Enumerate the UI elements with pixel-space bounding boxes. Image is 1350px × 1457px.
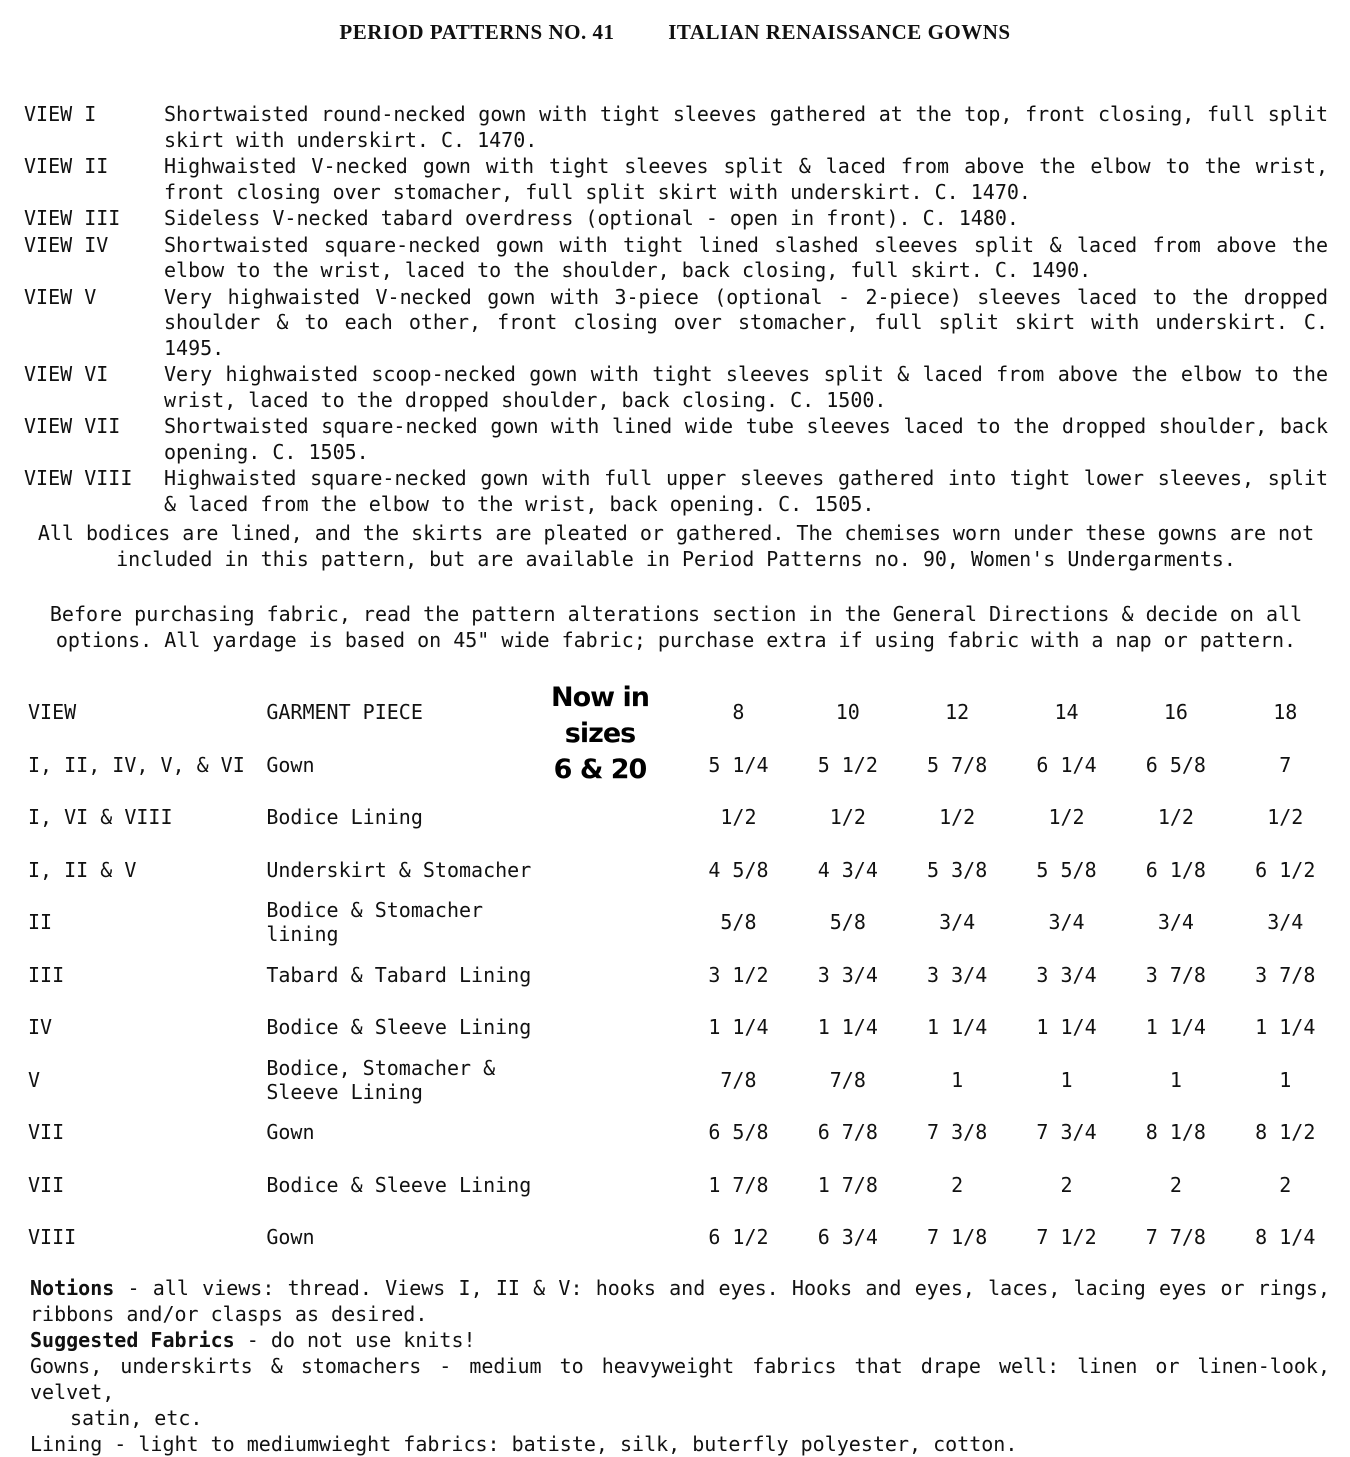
row-view: I, II & V: [28, 857, 137, 882]
row-garment-piece: Gown: [266, 752, 315, 777]
fabrics-label: Suggested Fabrics: [30, 1328, 235, 1352]
row-garment-piece: Bodice & Sleeve Lining: [266, 1015, 532, 1040]
row-view: II: [28, 910, 53, 935]
row-yardage: 1/2: [939, 805, 976, 830]
header-view: VIEW: [28, 700, 77, 725]
row-yardage: 7 1/2: [1036, 1225, 1097, 1250]
row-yardage: 2: [951, 1172, 964, 1197]
row-yardage: 2: [1279, 1172, 1292, 1197]
row-yardage: 8 1/8: [1145, 1120, 1206, 1145]
row-yardage: 7 7/8: [1145, 1225, 1206, 1250]
table-row: [20, 896, 1340, 949]
row-view: IV: [28, 1015, 53, 1040]
view-row: [24, 466, 1328, 517]
row-yardage: 1 1/4: [1255, 1015, 1316, 1040]
row-yardage: 4 5/8: [708, 857, 769, 882]
view-label: VIEW III: [24, 206, 121, 230]
view-description: Highwaisted V-necked gown with tight sleeves split & laced from above the elbow to the wrist, front closing over stomacher, full split skirt with underskirt. C. 1470.: [164, 154, 1328, 204]
row-yardage: 3 3/4: [927, 962, 988, 987]
badge-line: Now in: [551, 682, 649, 713]
table-row: [20, 949, 1340, 1002]
row-view: V: [28, 1067, 41, 1092]
row-yardage: 5 3/8: [927, 857, 988, 882]
row-yardage: 6 1/2: [708, 1225, 769, 1250]
row-garment-piece: Bodice & Stomacher lining: [266, 898, 484, 947]
fabrics-line: [30, 1327, 1330, 1353]
view-description: Shortwaisted round-necked gown with tight sleeves gathered at the top, front closing, full split skirt with underskirt. C. 1470.: [164, 102, 1328, 152]
view-row: [24, 206, 1328, 232]
row-garment-piece: Bodice, Stomacher & Sleeve Lining: [266, 1055, 496, 1104]
table-row: [20, 1106, 1340, 1159]
badge-spacer: [551, 1106, 684, 1159]
table-row: [20, 844, 1340, 897]
table-header-row: [20, 686, 1340, 739]
view-descriptions: [24, 102, 1328, 518]
badge-spacer: [551, 686, 684, 739]
view-row: [24, 154, 1328, 205]
view-label: VIEW II: [24, 154, 109, 178]
badge-spacer: [551, 844, 684, 897]
header-size: 18: [1273, 700, 1298, 725]
row-garment-piece: Gown: [266, 1225, 315, 1250]
row-yardage: 1/2: [829, 805, 866, 830]
row-yardage: 1 1/4: [1036, 1015, 1097, 1040]
row-yardage: 1 7/8: [817, 1172, 878, 1197]
row-yardage: 1 7/8: [708, 1172, 769, 1197]
row-view: III: [28, 962, 65, 987]
row-yardage: 5 1/2: [817, 752, 878, 777]
yardage-table: [20, 686, 1340, 1264]
row-garment-piece: Gown: [266, 1120, 315, 1145]
row-yardage: 8 1/4: [1255, 1225, 1316, 1250]
pattern-name: ITALIAN RENAISSANCE GOWNS: [668, 20, 1011, 44]
header-size: 12: [945, 700, 970, 725]
notions-label: Notions: [30, 1276, 115, 1300]
row-yardage: 8 1/2: [1255, 1120, 1316, 1145]
badge-spacer: [551, 896, 684, 949]
view-label: VIEW VI: [24, 362, 109, 386]
row-yardage: 3/4: [1267, 910, 1304, 935]
table-row: [20, 1054, 1340, 1107]
row-yardage: 5/8: [720, 910, 757, 935]
fabrics-text: - do not use knits!: [234, 1328, 476, 1352]
table-row: [20, 1211, 1340, 1264]
row-yardage: 6 5/8: [708, 1120, 769, 1145]
row-yardage: 5/8: [829, 910, 866, 935]
row-yardage: 1 1/4: [927, 1015, 988, 1040]
view-description: Very highwaisted scoop-necked gown with tight sleeves split & laced from above the elbow to the wrist, laced to the dropped shoulder, back closing. C. 1500.: [164, 362, 1328, 412]
row-yardage: 2: [1060, 1172, 1073, 1197]
row-yardage: 1/2: [1157, 805, 1194, 830]
view-row: [24, 102, 1328, 153]
view-description: Shortwaisted square-necked gown with tight lined slashed sleeves split & laced from above the elbow to the wrist, laced to the shoulder, back closing, full skirt. C. 1490.: [164, 232, 1328, 282]
lining-fabric-line: Lining - light to mediumwieght fabrics: batiste, silk, buterfly polyester, cotton.: [30, 1432, 1018, 1456]
row-garment-piece: Tabard & Tabard Lining: [266, 962, 532, 987]
row-yardage: 7 1/8: [927, 1225, 988, 1250]
row-yardage: 5 7/8: [927, 752, 988, 777]
view-row: [24, 362, 1328, 413]
notions-text: - all views: thread. Views I, II & V: hooks and eyes. Hooks and eyes, laces, lacing eyes or rings, ribbons and/or clasps as desired.: [30, 1276, 1330, 1326]
table-row: [20, 791, 1340, 844]
row-yardage: 1/2: [1267, 805, 1304, 830]
row-yardage: 2: [1169, 1172, 1182, 1197]
view-description: Sideless V-necked tabard overdress (optional - open in front). C. 1480.: [164, 206, 1019, 230]
view-label: VIEW IV: [24, 232, 109, 257]
row-yardage: 6 1/4: [1036, 752, 1097, 777]
notions-line: [30, 1275, 1330, 1327]
row-yardage: 1 1/4: [817, 1015, 878, 1040]
badge-spacer: [551, 1159, 684, 1212]
row-yardage: 7 3/4: [1036, 1120, 1097, 1145]
view-row: [24, 414, 1328, 465]
row-view: I, II, IV, V, & VI: [28, 752, 245, 777]
header-size: 14: [1054, 700, 1079, 725]
header-size: 8: [732, 700, 745, 725]
row-garment-piece: Underskirt & Stomacher: [266, 857, 532, 882]
badge-line: sizes: [564, 718, 636, 749]
notes-section: [30, 1275, 1330, 1457]
row-yardage: 3 1/2: [708, 962, 769, 987]
table-row: [20, 1159, 1340, 1212]
badge-spacer: [551, 1211, 684, 1264]
row-view: I, VI & VIII: [28, 805, 173, 830]
header-size: 16: [1163, 700, 1188, 725]
row-garment-piece: Bodice & Sleeve Lining: [266, 1172, 532, 1197]
row-garment-piece: Bodice Lining: [266, 805, 423, 830]
badge-spacer: [551, 1054, 684, 1107]
row-yardage: 1 1/4: [708, 1015, 769, 1040]
row-yardage: 5 5/8: [1036, 857, 1097, 882]
view-description: Shortwaisted square-necked gown with lined wide tube sleeves laced to the dropped shoulder, back opening. C. 1505.: [164, 414, 1328, 464]
row-yardage: 1/2: [720, 805, 757, 830]
view-label: VIEW VII: [24, 414, 121, 438]
row-yardage: 1: [1060, 1067, 1073, 1092]
row-yardage: 1/2: [1048, 805, 1085, 830]
row-yardage: 5 1/4: [708, 752, 769, 777]
row-yardage: 1 1/4: [1145, 1015, 1206, 1040]
table-row: [20, 739, 1340, 792]
view-description: Highwaisted square-necked gown with full upper sleeves gathered into tight lower sleeves, split & laced from the elbow to the wrist, back opening. C. 1505.: [164, 466, 1328, 516]
row-yardage: 3 3/4: [817, 962, 878, 987]
view-label: VIEW I: [24, 102, 97, 126]
row-yardage: 7: [1279, 752, 1292, 777]
row-yardage: 7/8: [720, 1067, 757, 1092]
row-yardage: 4 3/4: [817, 857, 878, 882]
pattern-number: PERIOD PATTERNS NO. 41: [339, 20, 615, 44]
view-row: [24, 285, 1328, 362]
fabric-note: Before purchasing fabric, read the pattern alterations section in the General Directions & decide on all options. All yardage is based on 45" wide fabric; purchase extra if using fabric with a nap or pattern.: [49, 602, 1303, 652]
row-yardage: 3 3/4: [1036, 962, 1097, 987]
row-view: VII: [28, 1120, 65, 1145]
row-yardage: 7/8: [829, 1067, 866, 1092]
row-view: VII: [28, 1172, 65, 1197]
row-yardage: 3/4: [1157, 910, 1194, 935]
view-label: VIEW V: [24, 284, 97, 309]
badge-spacer: [551, 791, 684, 844]
gowns-fabric-line-2: satin, etc.: [70, 1406, 203, 1430]
row-yardage: 3 7/8: [1145, 962, 1206, 987]
header-garment-piece: GARMENT PIECE: [266, 700, 423, 725]
gowns-fabric-line: Gowns, underskirts & stomachers - medium to heavyweight fabrics that drape well: linen or linen-look, velvet,: [30, 1354, 1330, 1404]
bodices-note: All bodices are lined, and the skirts are pleated or gathered. The chemises worn under these gowns are not included in this pattern, but are available in Period Patterns no. 90, Women's Undergarments.: [37, 521, 1315, 571]
row-yardage: 6 1/2: [1255, 857, 1316, 882]
row-yardage: 3/4: [1048, 910, 1085, 935]
row-yardage: 7 3/8: [927, 1120, 988, 1145]
header-size: 10: [835, 700, 860, 725]
page-title: [0, 20, 1350, 45]
view-label: VIEW VIII: [24, 466, 133, 490]
row-yardage: 6 7/8: [817, 1120, 878, 1145]
badge-line: 6 & 20: [553, 754, 647, 785]
row-yardage: 1: [1169, 1067, 1182, 1092]
row-yardage: 1: [951, 1067, 964, 1092]
badge-spacer: [551, 1001, 684, 1054]
table-row: [20, 1001, 1340, 1054]
row-yardage: 1: [1279, 1067, 1292, 1092]
row-yardage: 3/4: [939, 910, 976, 935]
row-yardage: 3 7/8: [1255, 962, 1316, 987]
row-yardage: 6 1/8: [1145, 857, 1206, 882]
view-description: Very highwaisted V-necked gown with 3-piece (optional - 2-piece) sleeves laced to the dropped shoulder & to each other, front closing over stomacher, full split skirt with underskirt. C. 1495.: [164, 284, 1328, 360]
view-row: [24, 233, 1328, 284]
badge-spacer: [551, 949, 684, 1002]
row-yardage: 6 5/8: [1145, 752, 1206, 777]
badge-spacer: [551, 739, 684, 792]
row-yardage: 6 3/4: [817, 1225, 878, 1250]
row-view: VIII: [28, 1225, 77, 1250]
